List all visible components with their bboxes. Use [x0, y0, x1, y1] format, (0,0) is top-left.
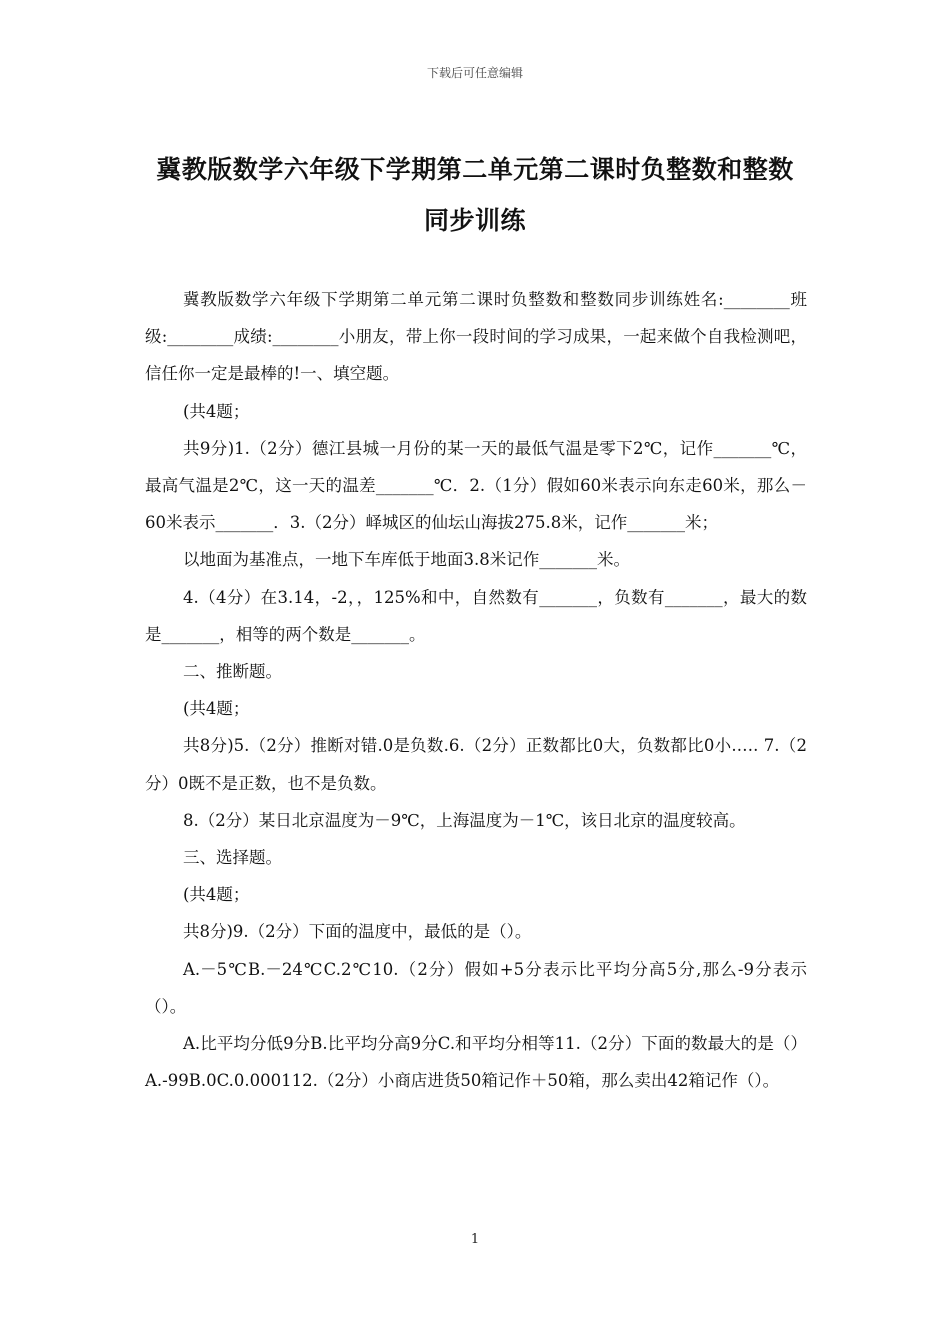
paragraph-question-3-cont: 以地面为基准点，一地下车库低于地面3.8米记作_______米。: [183, 550, 630, 570]
paragraph-question-4: 4.（4分）在3.14，-2，，125%和中，自然数有_______，负数有_______，最大的数是_______，相等的两个数是_______。: [145, 587, 807, 644]
paragraph-question-8: 8.（2分）某日北京温度为－9℃，上海温度为－1℃，该日北京的温度较高。: [183, 810, 746, 830]
document-title-line-2: 同步训练: [423, 206, 526, 235]
paragraph-section2-count: (共4题；: [183, 699, 250, 719]
paragraph-intro: 冀教版数学六年级下学期第二单元第二课时负整数和整数同步训练姓名:________班级:________成绩:________小朋友，带上你一段时间的学习成果，一起来做个自我检测吧，信任你一定是最棒的!一、填空题。: [145, 290, 807, 384]
paragraph-section2-heading: 二、推断题。: [183, 662, 282, 682]
document-body: [145, 281, 807, 1099]
paragraph-section3-count: (共4题；: [183, 885, 250, 905]
paragraph-questions-10-12: A.比平均分低9分B.比平均分高9分C.和平均分相等11.（2分）下面的数最大的是（）A.-99B.0C.0.000112.（2分）小商店进货50箱记作＋50箱，那么卖出42箱记作（）。: [145, 1034, 807, 1091]
paragraph-question-9-options-10: A.－5℃B.－24℃C.2℃10.（2分）假如+5分表示比平均分高5分,那么-9分表示（）。: [145, 959, 807, 1016]
paragraph-question-9: 共8分)9.（2分）下面的温度中，最低的是（）。: [183, 922, 532, 942]
document-title-line-1: 冀教版数学六年级下学期第二单元第二课时负整数和整数: [156, 155, 794, 184]
header-note: 下载后可任意编辑: [426, 66, 523, 80]
page-number: 1: [470, 1232, 480, 1247]
paragraph-questions-1-3: 共9分)1.（2分）德江县城一月份的某一天的最低气温是零下2℃，记作_______℃，最高气温是2℃，这一天的温差_______℃．2.（1分）假如60米表示向东走60米，那么－60米表示_______．3.（2分）峄城区的仙坛山海拔275.8米，记作_______米；: [145, 438, 807, 533]
paragraph-questions-5-7: 共8分)5.（2分）推断对错.0是负数.6.（2分）正数都比0大，负数都比0小.…. 7.（2分）0既不是正数，也不是负数。: [145, 736, 807, 793]
paragraph-section1-count: (共4题；: [183, 401, 250, 421]
paragraph-section3-heading: 三、选择题。: [183, 848, 282, 868]
